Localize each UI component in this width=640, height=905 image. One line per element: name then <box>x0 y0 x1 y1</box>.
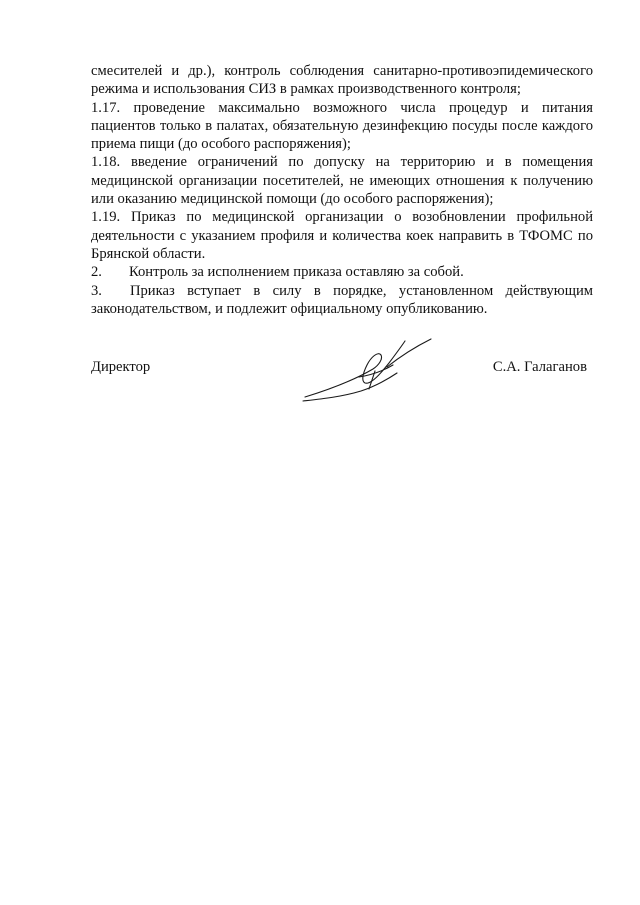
item-number: 1.18. <box>91 154 121 171</box>
clause-text: Контроль за исполнением приказа оставляю за собой. <box>129 264 464 281</box>
item-number: 1.17. <box>91 99 121 116</box>
handwritten-signature-icon <box>301 337 436 405</box>
clause-3 <box>91 282 593 319</box>
position-title: Директор <box>91 359 151 375</box>
item-number: 1.19. <box>91 209 121 226</box>
item-1-17 <box>91 99 593 154</box>
item-1-18 <box>91 153 593 208</box>
clause-number: 3. <box>91 282 102 299</box>
signature-block <box>91 359 593 409</box>
item-text: введение ограничений по допуску на территорию и в помещения медицинской организации посетителей, не имеющих отношения к получению или оказанию медицинской помощи (до особого распоряжения); <box>91 154 593 208</box>
item-text: Приказ по медицинской организации о возобновлении профильной деятельности с указанием профиля и количества коек направить в ТФОМС по Брянской области. <box>91 209 594 262</box>
continuation-paragraph: смесителей и др.), контроль соблюдения санитарно-противоэпидемического режима и использования СИЗ в рамках производственного контроля; <box>91 63 593 98</box>
clause-number: 2. <box>91 264 102 281</box>
clause-text: Приказ вступает в силу в порядке, установленном действующим законодательством, и подлежит официальному опубликованию. <box>91 282 593 317</box>
document-body <box>91 62 593 318</box>
signer-name: С.А. Галаганов <box>492 359 587 375</box>
clause-2 <box>91 263 593 281</box>
item-1-19 <box>91 208 593 263</box>
item-text: проведение максимально возможного числа процедур и питания пациентов только в палатах, обязательную дезинфекцию посуды после каждого приема пищи (до особого распоряжения); <box>91 99 593 153</box>
